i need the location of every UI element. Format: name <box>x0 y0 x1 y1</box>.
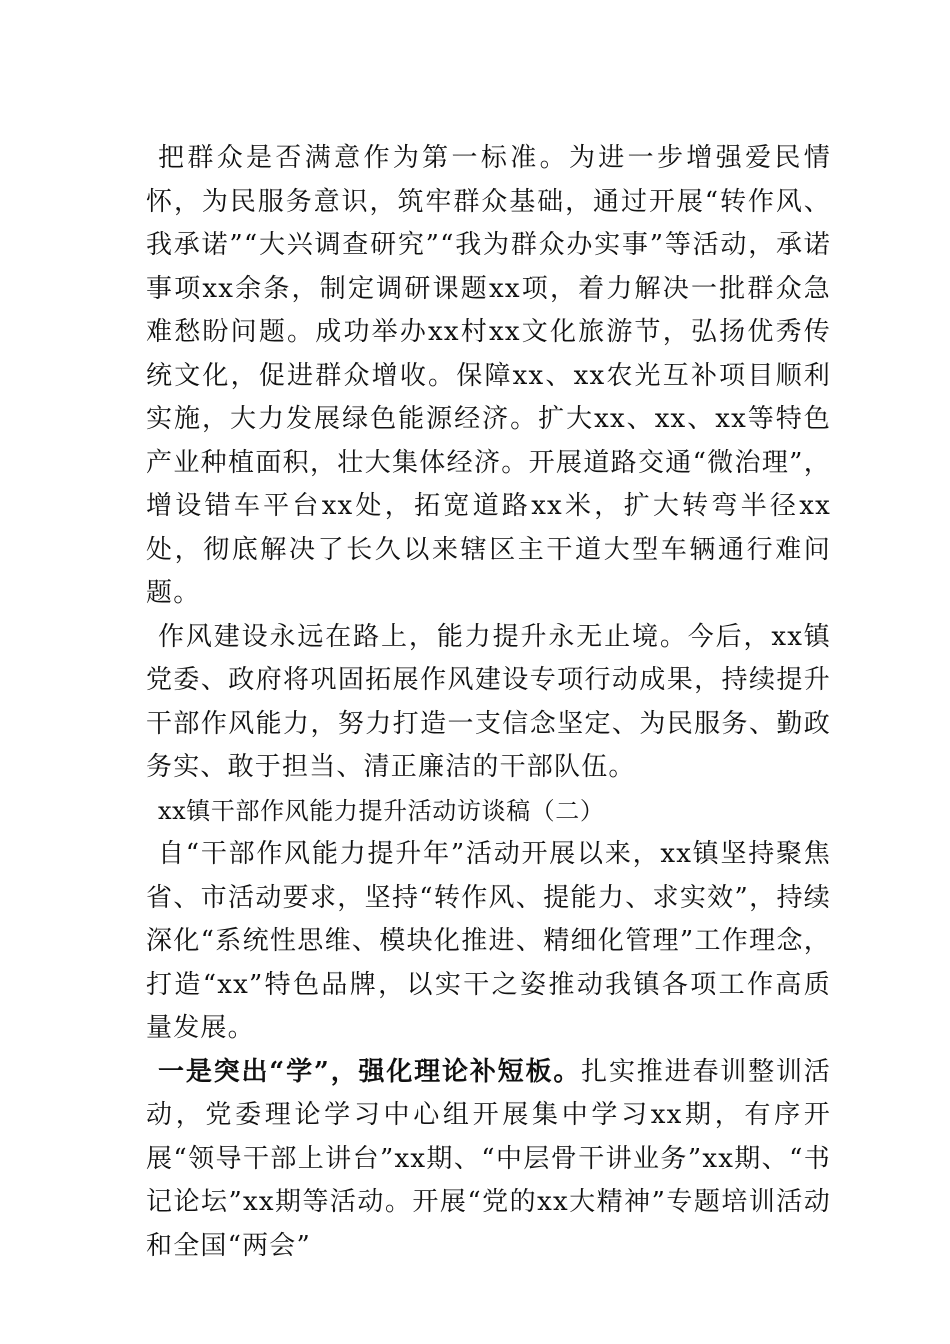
paragraph-5 <box>146 1051 831 1269</box>
section-title: xx镇干部作风能力提升活动访谈稿（二） <box>158 796 605 825</box>
paragraph-5-body: 扎实推进春训整训活动，党委理论学习中心组开展集中学习xx期，有序开展“领导干部上讲台”xx期、“中层骨干讲业务”xx期、“书记论坛”xx期等活动。开展“党的xx大精神”专题培训活动和全国“两会” <box>146 1056 831 1261</box>
paragraph-1: 把群众是否满意作为第一标准。为进一步增强爱民情怀，为民服务意识，筑牢群众基础，通过开展“转作风、我承诺”“大兴调查研究”“我为群众办实事”等活动，承诺事项xx余条，制定调研课题xx项，着力解决一批群众急难愁盼问题。成功举办xx村xx文化旅游节，弘扬优秀传统文化，促进群众增收。保障xx、xx农光互补项目顺利实施，大力发展绿色能源经济。扩大xx、xx、xx等特色产业种植面积，壮大集体经济。开展道路交通“微治理”，增设错车平台xx处，拓宽道路xx米，扩大转弯半径xx处，彻底解决了长久以来辖区主干道大型车辆通行难问题。 <box>146 143 831 608</box>
paragraph-5-lead: 一是突出“学”，强化理论补短板。 <box>158 1056 582 1087</box>
paragraph-2: 作风建设永远在路上，能力提升永无止境。今后，xx镇党委、政府将巩固拓展作风建设专项行动成果，持续提升干部作风能力，努力打造一支信念坚定、为民服务、勤政务实、敢于担当、清正廉洁的干部队伍。 <box>146 621 831 782</box>
paragraph-4: 自“干部作风能力提升年”活动开展以来，xx镇坚持聚焦省、市活动要求，坚持“转作风、提能力、求实效”，持续深化“系统性思维、模块化推进、精细化管理”工作理念，打造“xx”特色品牌，以实干之姿推动我镇各项工作高质量发展。 <box>146 839 831 1043</box>
document-body <box>146 137 831 1268</box>
